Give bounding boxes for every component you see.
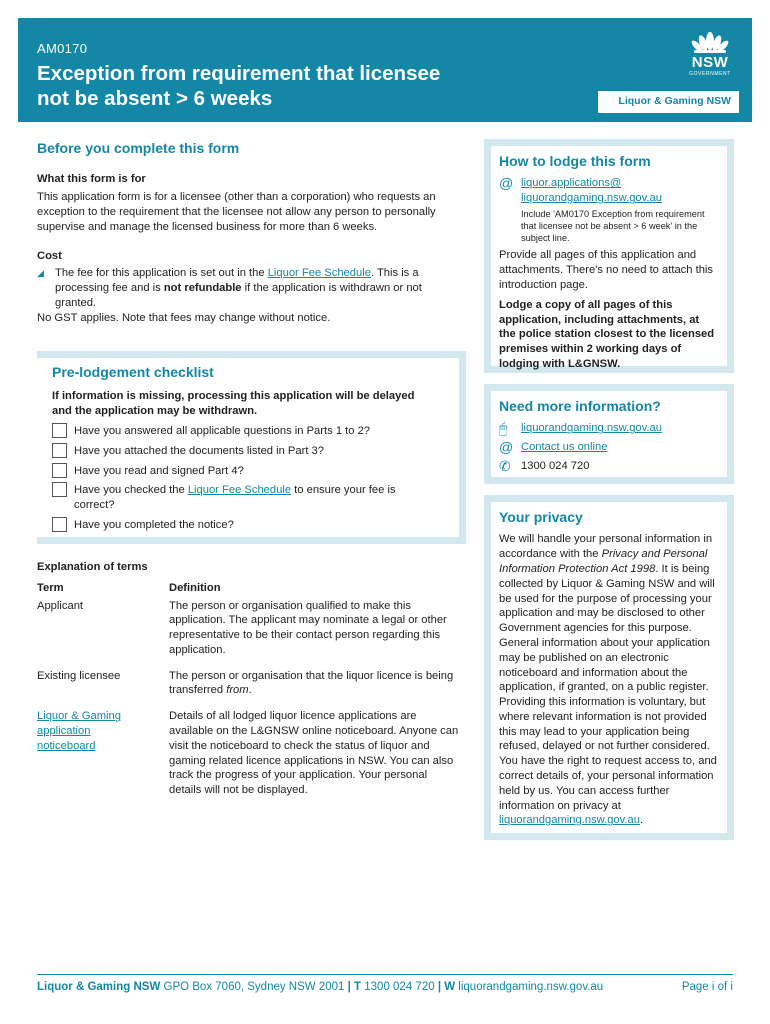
before-heading: Before you complete this form [37, 140, 240, 156]
waratah-icon [688, 28, 732, 54]
privacy-text: We will handle your personal information in accordance with the Privacy and Personal Information Protection Act 1998. It is being collected by Liquor & Gaming NSW and will be used for the purpose of processing your application and may be disclosed to other Government agencies for this purpose. General information about your application may be published on an electronic noticeboard and information about the application, if granted, on a public register. Providing this information is voluntary, but where relevant information is not provided this may lead to your application being refused, delayed or not further considered. You have the right to request access to, and correct details of, your personal information held by us. You can access further information on privacy at liquorandgaming.nsw.gov.au. [499, 533, 717, 827]
privacy-link[interactable]: liquorandgaming.nsw.gov.au [499, 814, 640, 827]
phone-icon: ✆ [499, 458, 511, 475]
form-title-line2: not be absent > 6 weeks [37, 87, 273, 110]
terms-heading: Explanation of terms [37, 561, 148, 573]
logo-government-text: GOVERNMENT [689, 71, 731, 77]
checklist-item: Have you attached the documents listed in Part 3? [52, 443, 459, 459]
explanation-of-terms [37, 560, 467, 809]
website-link[interactable]: liquorandgaming.nsw.gov.au [521, 422, 662, 435]
term-row: Liquor & Gaming application noticeboard Details of all lodged liquor licence applications are available on the L&GNSW online noticeboard. Anyone can visit the noticeboard to check the status of liquor and gaming related licence applications in NSW. You can also track the progress of your application. Your personal details will not be displayed. [37, 710, 459, 797]
noticeboard-link[interactable]: Liquor & Gaming application noticeboard [37, 710, 121, 752]
privacy-box [484, 495, 734, 840]
liquor-fee-schedule-link[interactable]: Liquor Fee Schedule [267, 267, 371, 280]
before-you-complete-section [37, 139, 467, 326]
term-row: Existing licensee The person or organisation that the liquor licence is being transferred from. [37, 669, 454, 697]
form-title [37, 61, 557, 111]
checklist-heading: Pre-lodgement checklist [52, 364, 214, 380]
online-contact [499, 440, 719, 455]
checkbox[interactable] [52, 423, 67, 438]
contact-us-link[interactable]: Contact us online [521, 441, 608, 454]
lodge-para1: Provide all pages of this application and attachments. There's no need to attach this introduction page. [499, 249, 713, 292]
checkbox[interactable] [52, 443, 67, 458]
more-information-box [484, 384, 734, 484]
page-number: Page i of i [681, 981, 733, 993]
what-text: This application form is for a licensee (other than a corporation) who requests an exception to the requirement that the licensee not allow any person to personally supervise and manage the licensed business for more than 6 weeks. [37, 191, 436, 233]
checklist-item: Have you checked the Liquor Fee Schedule to ensure your fee is correct? [52, 482, 459, 513]
liquor-fee-schedule-link[interactable]: Liquor Fee Schedule [187, 484, 292, 497]
lodge-heading: How to lodge this form [499, 153, 651, 169]
at-sign-icon: @ [499, 175, 514, 192]
privacy-heading: Your privacy [499, 509, 583, 525]
form-title-line1: Exception from requirement that licensee [37, 62, 441, 85]
triangle-bullet-icon: ◢ [37, 268, 44, 279]
phone-number: 1300 024 720 [521, 460, 590, 473]
mouse-pointer-icon: 🖱 [499, 420, 508, 437]
checklist-item: Have you completed the notice? [52, 517, 459, 533]
lodge-para2: Lodge a copy of all pages of this application, including attachments, at the police station closest to the licensed premises within 2 working days of lodging with L&GNSW. [499, 298, 715, 370]
footer-divider [37, 974, 733, 975]
email-contact [499, 176, 719, 244]
form-code: AM0170 [37, 41, 88, 56]
email-link[interactable]: liquor.applications@ liquorandgaming.nsw.gov.au [521, 177, 662, 205]
checklist-warning: If information is missing, processing this application will be delayed and the application may be withdrawn. [52, 390, 415, 418]
cost-heading: Cost [37, 249, 62, 262]
term-row: Applicant The person or organisation qualified to make this application. The applicant may nominate a legal or other representative to be their contact person regarding this application. [37, 599, 447, 656]
more-heading: Need more information? [499, 398, 661, 414]
nsw-government-logo [682, 28, 738, 78]
checkbox[interactable] [52, 463, 67, 478]
agency-badge: Liquor & Gaming NSW [598, 91, 739, 113]
checkbox[interactable] [52, 517, 67, 532]
email-subject-note: Include 'AM0170 Exception from requirement that licensee not be absent > 6 week' in the subject line. [521, 209, 705, 244]
terms-header-row: Term Definition [37, 581, 221, 594]
checklist-item: Have you answered all applicable questions in Parts 1 to 2? [52, 423, 459, 439]
website-contact [499, 421, 719, 436]
page-footer [37, 980, 733, 995]
how-to-lodge-box [484, 139, 734, 373]
logo-nsw-text: NSW [691, 54, 729, 71]
phone-contact [499, 459, 719, 474]
form-header [18, 18, 752, 122]
checkbox[interactable] [52, 482, 67, 497]
footer-contact: Liquor & Gaming NSW GPO Box 7060, Sydney NSW 2001 | T 1300 024 720 | W liquorandgaming.nsw.gov.au [37, 981, 604, 993]
at-sign-icon: @ [499, 439, 514, 456]
cost-item: ◢ The fee for this application is set out in the Liquor Fee Schedule. This is a processing fee and is not refundable if the application is withdrawn or not granted. [37, 267, 422, 309]
pre-lodgement-checklist [37, 351, 466, 544]
gst-note: No GST applies. Note that fees may change without notice. [37, 311, 331, 324]
what-heading: What this form is for [37, 173, 146, 186]
checklist-item: Have you read and signed Part 4? [52, 463, 459, 479]
